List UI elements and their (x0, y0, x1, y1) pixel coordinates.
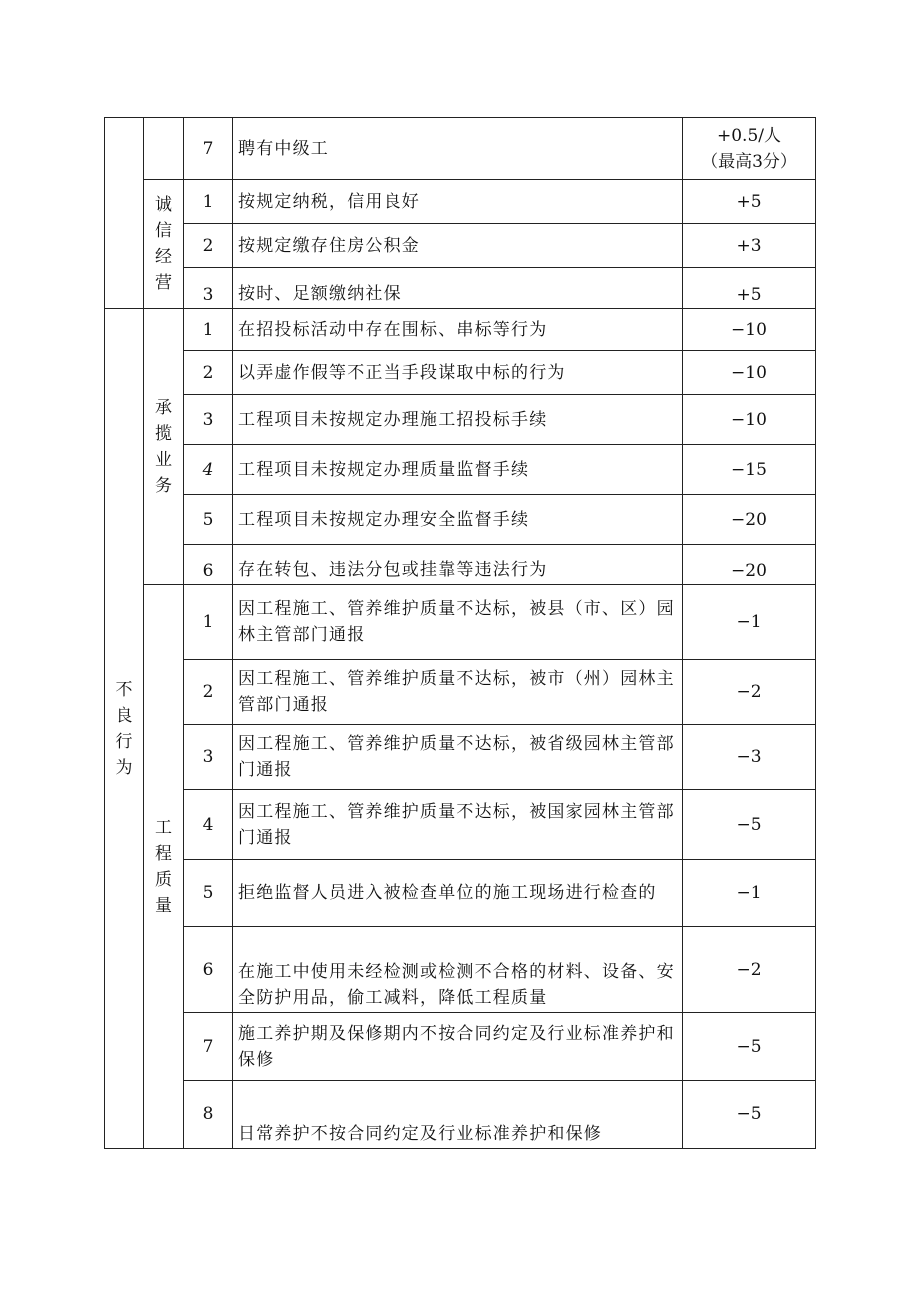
table-row (105, 268, 816, 309)
row-number: 8 (184, 1081, 233, 1149)
table-row (105, 860, 816, 927)
row-score (683, 118, 816, 180)
table-row (105, 1081, 816, 1149)
table-row (105, 660, 816, 725)
row-number: 3 (184, 725, 233, 790)
row-score: −20 (683, 545, 816, 585)
row-description: 工程项目未按规定办理施工招投标手续 (233, 395, 683, 445)
row-number: 6 (184, 545, 233, 585)
row-score: −5 (683, 790, 816, 860)
row-score: −15 (683, 445, 816, 495)
row-description: 按规定纳税，信用良好 (233, 180, 683, 224)
row-score: −10 (683, 309, 816, 351)
table-row (105, 445, 816, 495)
row-description: 因工程施工、管养维护质量不达标，被县（市、区）园林主管部门通报 (233, 585, 683, 660)
table-row (105, 495, 816, 545)
table-row (105, 585, 816, 660)
table-row (105, 118, 816, 180)
row-number: 2 (184, 224, 233, 268)
row-description: 按时、足额缴纳社保 (233, 268, 683, 309)
table-row (105, 309, 816, 351)
score-line: （最高3分） (701, 151, 797, 172)
table-row (105, 545, 816, 585)
row-score: +3 (683, 224, 816, 268)
row-number: 1 (184, 309, 233, 351)
table-row (105, 725, 816, 790)
row-score: −2 (683, 660, 816, 725)
table-row (105, 351, 816, 395)
row-score: −1 (683, 860, 816, 927)
row-score: −10 (683, 395, 816, 445)
row-score: +5 (683, 180, 816, 224)
row-score: +5 (683, 268, 816, 309)
row-number: 5 (184, 860, 233, 927)
row-description: 以弄虚作假等不正当手段谋取中标的行为 (233, 351, 683, 395)
score-line: +0.5/人 (716, 125, 781, 146)
row-description: 因工程施工、管养维护质量不达标，被市（州）园林主管部门通报 (233, 660, 683, 725)
row-score: −3 (683, 725, 816, 790)
table-row (105, 180, 816, 224)
row-description: 工程项目未按规定办理安全监督手续 (233, 495, 683, 545)
row-number: 6 (184, 927, 233, 1013)
scoring-table (104, 117, 816, 1149)
row-description: 工程项目未按规定办理质量监督手续 (233, 445, 683, 495)
row-description: 日常养护不按合同约定及行业标准养护和保修 (233, 1081, 683, 1149)
row-number: 3 (184, 268, 233, 309)
table-row (105, 790, 816, 860)
row-number: 5 (184, 495, 233, 545)
category-cell-blank (105, 118, 144, 309)
table-row (105, 927, 816, 1013)
row-score: −10 (683, 351, 816, 395)
row-number: 2 (184, 660, 233, 725)
row-number: 1 (184, 585, 233, 660)
row-score: −2 (683, 927, 816, 1013)
row-number: 7 (184, 118, 233, 180)
row-score: −5 (683, 1013, 816, 1081)
category-misconduct: 不良行为 (105, 309, 144, 1149)
row-description: 在施工中使用未经检测或检测不合格的材料、设备、安全防护用品，偷工减料，降低工程质量 (233, 927, 683, 1013)
row-description: 在招投标活动中存在围标、串标等行为 (233, 309, 683, 351)
row-description: 存在转包、违法分包或挂靠等违法行为 (233, 545, 683, 585)
row-number: 4 (184, 790, 233, 860)
row-description: 按规定缴存住房公积金 (233, 224, 683, 268)
row-score: −20 (683, 495, 816, 545)
table-row (105, 1013, 816, 1081)
row-number: 7 (184, 1013, 233, 1081)
subcategory-contracting: 承揽业务 (144, 309, 184, 585)
subcategory-quality: 工程质量 (144, 585, 184, 1149)
row-description: 因工程施工、管养维护质量不达标，被国家园林主管部门通报 (233, 790, 683, 860)
subcategory-integrity: 诚信经营 (144, 180, 184, 309)
row-description: 聘有中级工 (233, 118, 683, 180)
row-number: 2 (184, 351, 233, 395)
row-number: 4 (184, 445, 233, 495)
row-score: −5 (683, 1081, 816, 1149)
table-row (105, 395, 816, 445)
subcategory-cell-blank (144, 118, 184, 180)
row-description: 因工程施工、管养维护质量不达标，被省级园林主管部门通报 (233, 725, 683, 790)
row-description: 施工养护期及保修期内不按合同约定及行业标准养护和保修 (233, 1013, 683, 1081)
row-number: 3 (184, 395, 233, 445)
table-row (105, 224, 816, 268)
row-number: 1 (184, 180, 233, 224)
row-score: −1 (683, 585, 816, 660)
row-description: 拒绝监督人员进入被检查单位的施工现场进行检查的 (233, 860, 683, 927)
